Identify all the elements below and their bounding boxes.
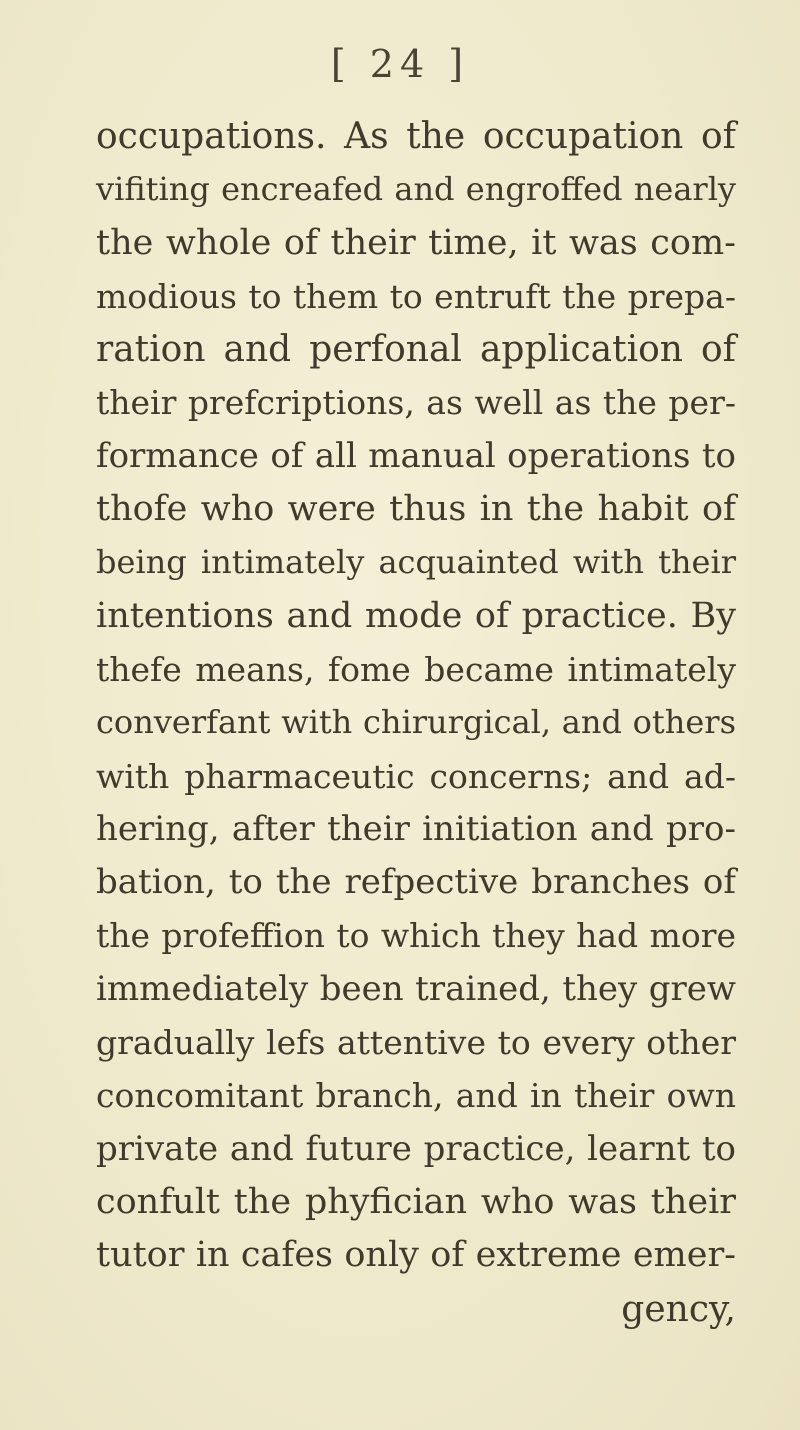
text-line: modious to them to entruft the prepa- [96,276,736,316]
text-line: tutor in cafes only of extreme emer- [96,1235,736,1276]
text-line: ration and perfonal application of [96,329,736,371]
text-line: thofe who were thus in the habit of [96,489,736,530]
text-line: private and future practice, learnt to [96,1128,736,1169]
text-line: intentions and mode of practice. By [96,595,736,636]
catchword: gency, [621,1288,736,1330]
text-line: the whole of their time, it was com- [96,222,736,263]
text-line: formance of all manual operations to [96,435,736,476]
text-line: being intimately acquainted with their [96,543,736,582]
text-line: immediately been trained, they grew [96,968,736,1009]
text-line: confult the phyfician who was their [96,1181,736,1222]
text-line: the profeffion to which they had more [96,916,736,956]
text-line: thefe means, fome became intimately [96,649,736,689]
text-line: bation, to the refpective branches of [96,862,736,903]
text-line: vifiting encreafed and engroffed nearly [96,170,736,209]
text-line: with pharmaceutic concerns; and ad- [96,756,736,796]
text-line: their prefcriptions, as well as the per- [96,383,736,423]
text-line: hering, after their initiation and pro- [96,808,736,849]
text-line: occupations. As the occupation of [96,116,736,157]
page-number: [ 24 ] [330,42,470,86]
body-text [96,110,736,1336]
text-line: gradually lefs attentive to every other [96,1023,736,1063]
text-line: concomitant branch, and in their own [96,1076,736,1116]
text-line: converfant with chirurgical, and others [96,703,736,742]
